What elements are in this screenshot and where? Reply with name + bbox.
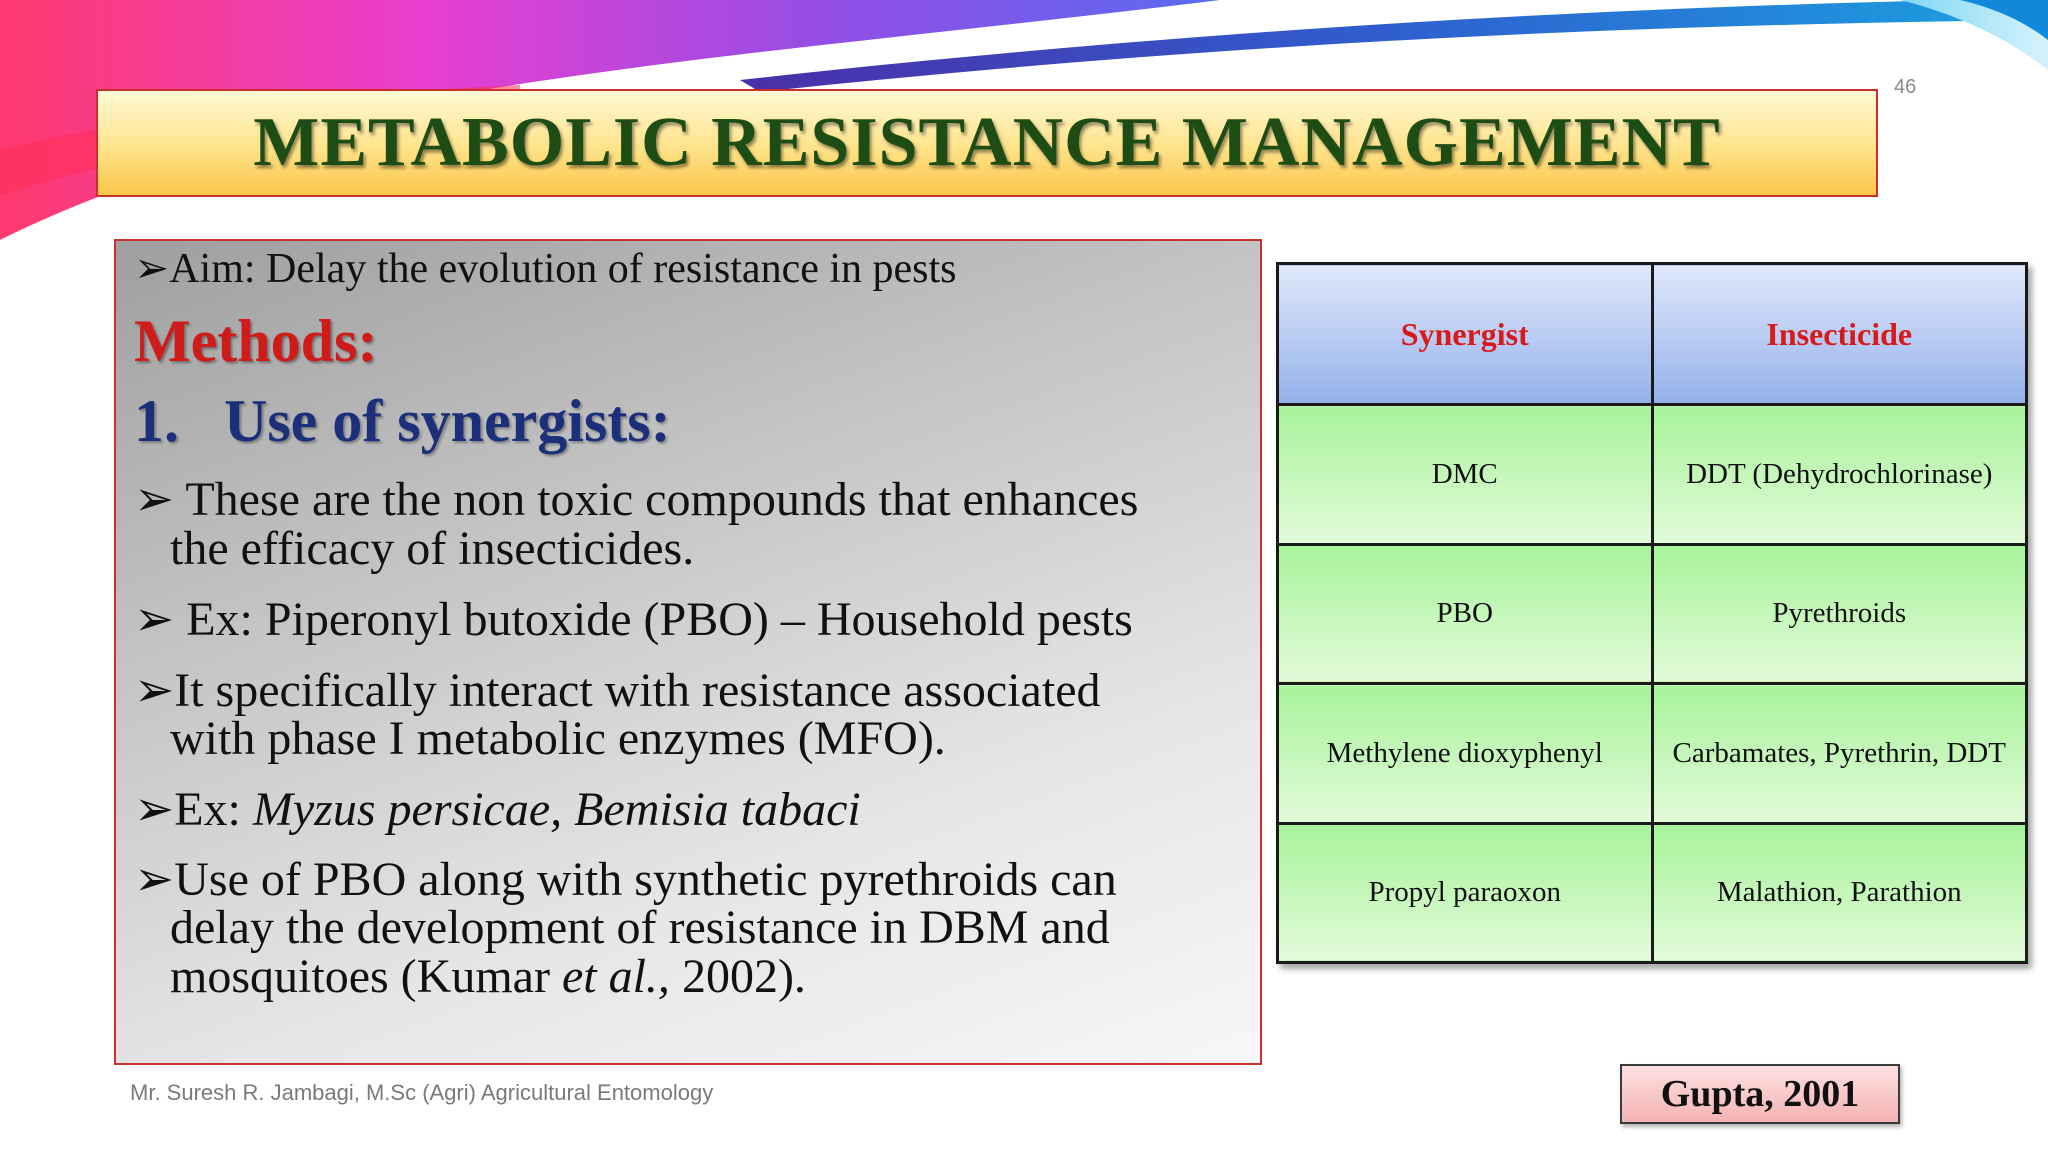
methods-heading: Methods: xyxy=(134,308,378,374)
table-row xyxy=(1278,684,2027,824)
table-cell-synergist: DMC xyxy=(1278,405,1653,545)
bullet-non-toxic-line2: the efficacy of insecticides. xyxy=(170,522,695,575)
table-header-synergist: Synergist xyxy=(1278,264,1653,405)
table-row xyxy=(1278,405,2027,545)
arrow-bullet-icon: ➢ xyxy=(134,781,175,837)
table-row xyxy=(1278,823,2027,963)
table-cell-insecticide: Malathion, Parathion xyxy=(1652,823,2027,963)
bullet-pbo-pyrethroids-line2: delay the development of resistance in DBM and xyxy=(170,901,1110,954)
bullet-prefix: Ex: xyxy=(174,783,253,836)
table-cell-insecticide: Carbamates, Pyrethrin, DDT xyxy=(1652,684,2027,824)
synergist-insecticide-table xyxy=(1276,262,2028,964)
table-row xyxy=(1278,544,2027,684)
slide-title-bar xyxy=(96,89,1878,197)
bullet-text: Ex: Piperonyl butoxide (PBO) – Household pests xyxy=(174,593,1133,646)
bullet-pbo-example xyxy=(134,591,1133,647)
citation-et-al: et al., xyxy=(561,950,670,1003)
synergists-heading xyxy=(134,387,671,456)
table-cell-insecticide: Pyrethroids xyxy=(1652,544,2027,684)
slide-number: 46 xyxy=(1894,76,1917,98)
bullet-text: It specifically interact with resistance associated xyxy=(174,664,1101,717)
table-cell-synergist: Propyl paraoxon xyxy=(1278,823,1653,963)
synergist-table-wrapper xyxy=(1276,262,2028,964)
bullet-pbo-pyrethroids-line1 xyxy=(134,851,1117,907)
synergists-heading-number: 1. xyxy=(134,388,179,454)
slide-title: METABOLIC RESISTANCE MANAGEMENT xyxy=(253,104,1721,181)
synergists-heading-text: Use of synergists: xyxy=(224,388,671,454)
bullet-text: Use of PBO along with synthetic pyrethroids can xyxy=(174,853,1117,906)
table-cell-synergist: Methylene dioxyphenyl xyxy=(1278,684,1653,824)
bullet-text: These are the non toxic compounds that enhances xyxy=(174,473,1139,526)
bullet-species-example xyxy=(134,781,861,837)
table-header-row xyxy=(1278,264,2027,405)
author-footer: Mr. Suresh R. Jambagi, M.Sc (Agri) Agricultural Entomology xyxy=(130,1080,714,1105)
arrow-bullet-icon: ➢ xyxy=(134,243,170,292)
arrow-bullet-icon: ➢ xyxy=(134,851,175,907)
bullet-phase1-line2: with phase I metabolic enzymes (MFO). xyxy=(170,712,946,765)
source-citation-box: Gupta, 2001 xyxy=(1620,1064,1900,1124)
bullet-phase1-line1 xyxy=(134,662,1101,718)
arrow-bullet-icon: ➢ xyxy=(134,591,175,647)
arrow-bullet-icon: ➢ xyxy=(134,662,175,718)
species-names: Myzus persicae, Bemisia tabaci xyxy=(252,783,861,836)
citation-text-pre: mosquitoes (Kumar xyxy=(170,950,562,1003)
citation-text-post: 2002). xyxy=(669,950,806,1003)
arrow-bullet-icon: ➢ xyxy=(134,471,175,527)
bullet-pbo-pyrethroids-line3 xyxy=(170,949,806,1004)
aim-text: Aim: Delay the evolution of resistance in pests xyxy=(169,246,957,292)
content-panel xyxy=(114,239,1262,1065)
table-cell-insecticide: DDT (Dehydrochlorinase) xyxy=(1652,405,2027,545)
table-header-insecticide: Insecticide xyxy=(1652,264,2027,405)
aim-bullet xyxy=(134,243,957,293)
bullet-non-toxic-line1 xyxy=(134,471,1138,527)
table-cell-synergist: PBO xyxy=(1278,544,1653,684)
